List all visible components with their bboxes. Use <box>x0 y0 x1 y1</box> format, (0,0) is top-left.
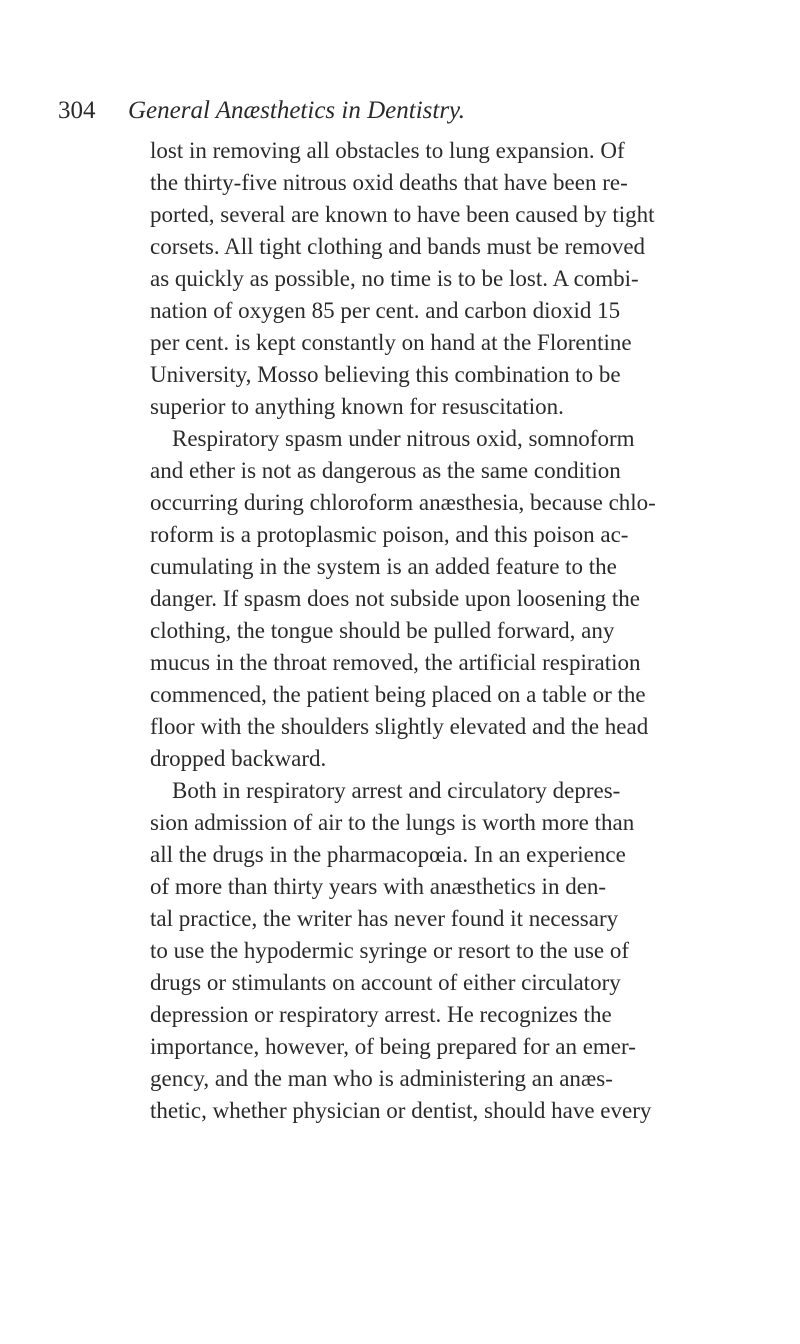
text-line: the thirty-five nitrous oxid deaths that have been re- <box>150 170 628 195</box>
text-line: dropped backward. <box>150 746 327 771</box>
text-line: nation of oxygen 85 per cent. and carbon dioxid 15 <box>150 298 621 323</box>
text-line: cumulating in the system is an added feature to the <box>150 554 617 579</box>
text-line: superior to anything known for resuscitation. <box>150 394 564 419</box>
text-line: clothing, the tongue should be pulled forward, any <box>150 618 615 643</box>
text-line: all the drugs in the pharmacopœia. In an experience <box>150 842 626 867</box>
running-title: General Anæsthetics in Dentistry. <box>128 97 466 124</box>
text-line: importance, however, of being prepared for an emer- <box>150 1034 636 1059</box>
text-line: depression or respiratory arrest. He recognizes the <box>150 1002 612 1027</box>
text-line: per cent. is kept constantly on hand at the Florentine <box>150 330 632 355</box>
text-line: tal practice, the writer has never found it necessary <box>150 906 619 931</box>
text-line: and ether is not as dangerous as the same condition <box>150 458 621 483</box>
text-line: floor with the shoulders slightly elevated and the head <box>150 714 649 739</box>
page-number: 304 <box>58 97 96 124</box>
text-line: University, Mosso believing this combination to be <box>150 362 621 387</box>
text-line: of more than thirty years with anæsthetics in den- <box>150 874 607 899</box>
text-line: as quickly as possible, no time is to be lost. A combi- <box>150 266 639 291</box>
paragraph-start-line: Respiratory spasm under nitrous oxid, somnoform <box>172 426 635 451</box>
text-line: to use the hypodermic syringe or resort to the use of <box>150 938 630 963</box>
text-line: danger. If spasm does not subside upon loosening the <box>150 586 640 611</box>
page-header <box>58 91 758 131</box>
text-line: drugs or stimulants on account of either circulatory <box>150 970 621 995</box>
text-line: corsets. All tight clothing and bands must be removed <box>150 234 646 259</box>
text-line: ported, several are known to have been caused by tight <box>150 202 655 227</box>
text-line: commenced, the patient being placed on a table or the <box>150 682 646 707</box>
paragraph-start-line: Both in respiratory arrest and circulatory depres- <box>172 778 621 803</box>
text-line: thetic, whether physician or dentist, should have every <box>150 1098 652 1123</box>
text-line: sion admission of air to the lungs is worth more than <box>150 810 635 835</box>
text-line: mucus in the throat removed, the artificial respiration <box>150 650 641 675</box>
text-line: roform is a protoplasmic poison, and this poison ac- <box>150 522 629 547</box>
text-line: occurring during chloroform anæsthesia, because chlo- <box>150 490 656 515</box>
text-line: lost in removing all obstacles to lung expansion. Of <box>150 138 625 163</box>
text-line: gency, and the man who is administering an anæs- <box>150 1066 613 1091</box>
